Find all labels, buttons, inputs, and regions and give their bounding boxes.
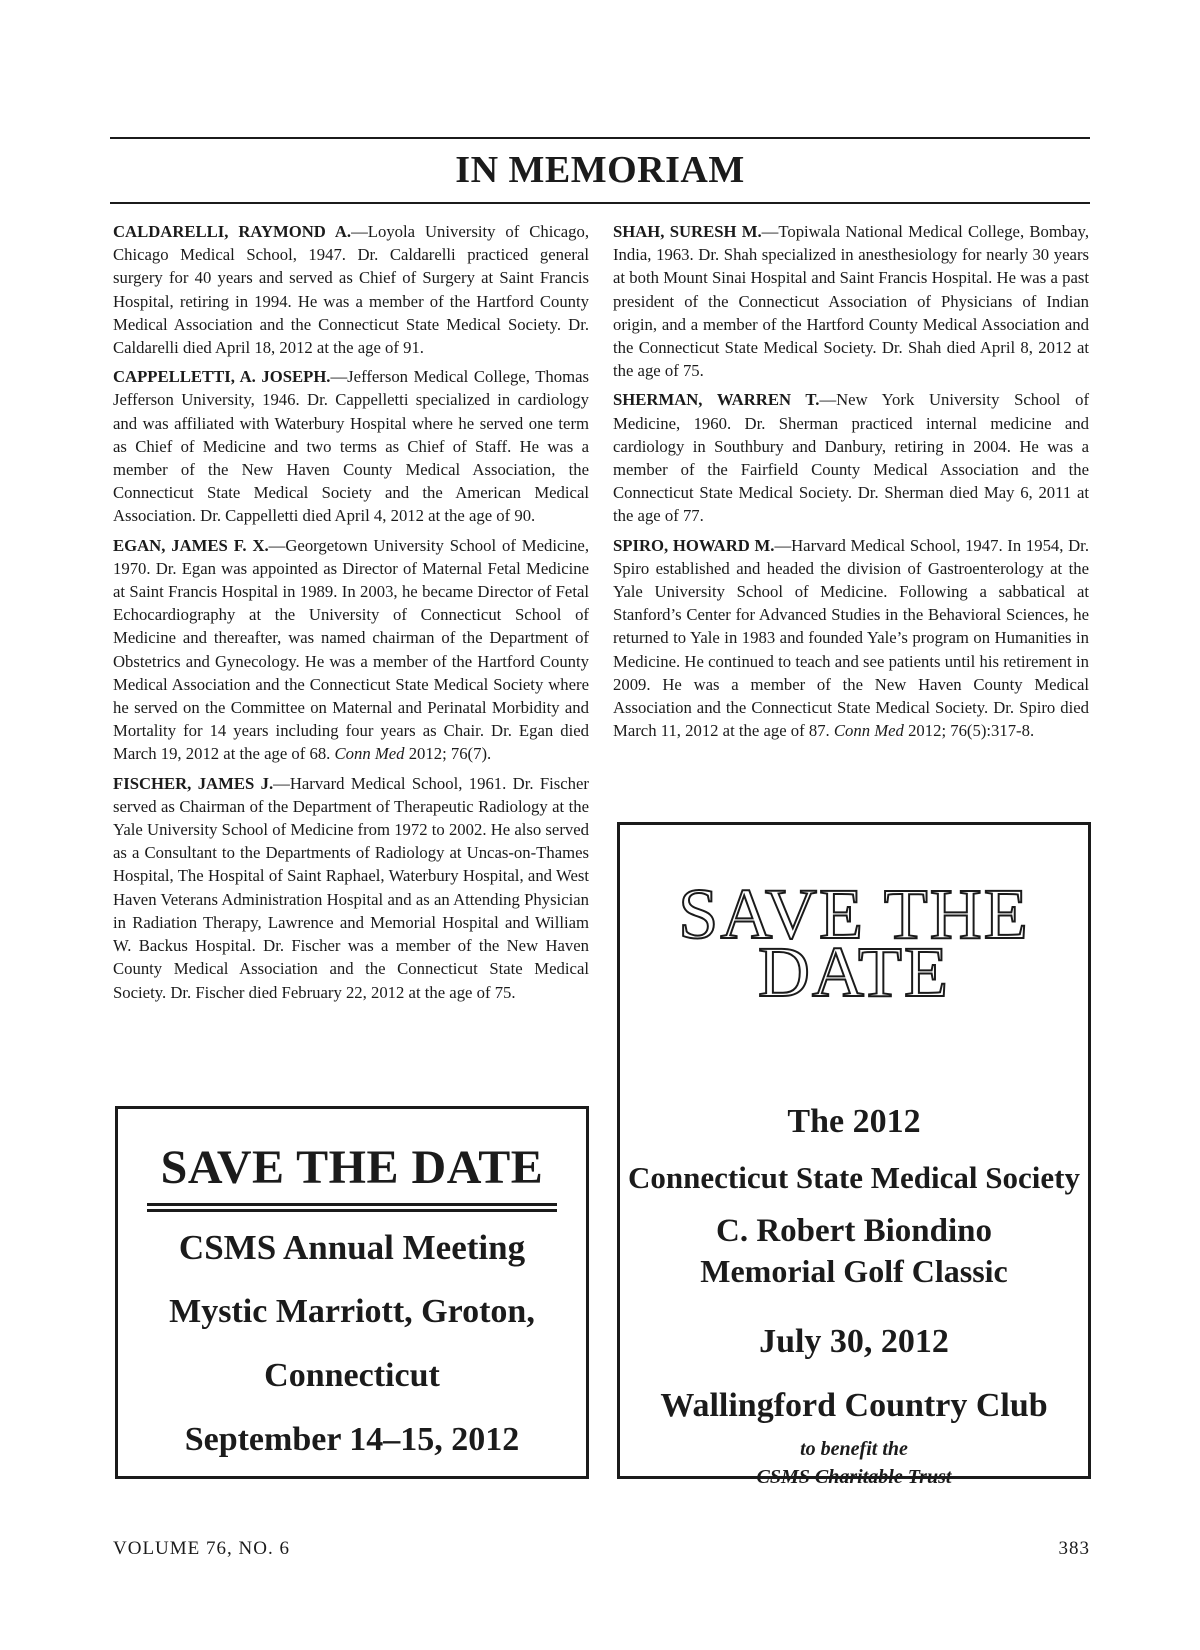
ad-honoree: C. Robert Biondino xyxy=(716,1213,992,1249)
obituary-shah xyxy=(613,220,1089,382)
page-title: IN MEMORIAM xyxy=(455,149,745,191)
ad-title: SAVE THE DATE xyxy=(160,1141,544,1194)
obituary-cappelletti xyxy=(113,365,589,527)
obituary-column-left xyxy=(113,220,589,1010)
obituary-text: —Jefferson Medical College, Thomas Jefferson University, 1946. Dr. Cappelletti specialized in cardiology and was affiliated with Waterbury Hospital where he served one term as Chief of Medicine and two terms as Chief of Staff. He was a member of the New Haven County Medical Association, the Connecticut State Medical Society and the American Medical Association. Dr. Cappelletti died April 4, 2012 at the age of 90. xyxy=(113,367,589,526)
obituary-name: CALDARELLI, RAYMOND A. xyxy=(113,222,352,241)
obituary-egan xyxy=(113,534,589,766)
journal-citation: Conn Med xyxy=(334,744,405,764)
ad-venue: Wallingford Country Club xyxy=(660,1387,1048,1424)
ad-date: September 14–15, 2012 xyxy=(184,1421,520,1458)
obituary-text: —Topiwala National Medical College, Bombay, India, 1963. Dr. Shah specialized in anesthesiology for nearly 30 years at both Mount Sinai Hospital and Saint Francis Hospital. He was a past president of the Connecticut Association of Physicians of Indian origin, and a member of the Hartford County Medical Association and the Connecticut State Medical Society. Dr. Shah died April 8, 2012 at the age of 75. xyxy=(613,222,1089,381)
ad-title-rule xyxy=(147,1209,557,1212)
obituary-caldarelli xyxy=(113,220,589,359)
ad-title-rule xyxy=(147,1203,557,1206)
ad-event-name: CSMS Annual Meeting xyxy=(178,1228,526,1267)
citation-tail: 2012; 76(7). xyxy=(404,744,492,764)
obituary-text: —Georgetown University School of Medicine, 1970. Dr. Egan was appointed as Director of Maternal Fetal Medicine at Saint Francis Hospital in 1989. In 2003, he became Director of Fetal Echocardiography at the University of Connecticut School of Medicine and thereafter, was named chairman of the Department of Obstetrics and Gynecology. He was a member of the Hartford County Medical Association and the Connecticut State Medical Society where he served on the Committee on Maternal and Perinatal Morbidity and Mortality for 14 years including four years as Chair. Dr. Egan died March 19, 2012 at the age of 68. xyxy=(113,535,589,764)
top-rule xyxy=(110,137,1090,139)
obituary-text: —Harvard Medical School, 1961. Dr. Fischer served as Chairman of the Department of Therapeutic Radiology at the Yale University School of Medicine from 1972 to 2002. He also served as a Consultant to the Departments of Radiology at Uncas-on-Thames Hospital, The Hospital of Saint Raphael, Waterbury Hospital, and West Haven Veterans Administration Hospital and as an Attending Physician in Radiation Therapy, Lawrence and Memorial Hospital and William W. Backus Hospital. Dr. Fischer was a member of the New Haven County Medical Association and the Connecticut State Medical Society. Dr. Fischer died February 22, 2012 at the age of 75. xyxy=(113,773,589,1002)
ad-year: The 2012 xyxy=(787,1103,921,1140)
annual-meeting-ad xyxy=(115,1106,589,1479)
page-number: 383 xyxy=(1058,1538,1090,1559)
obituary-text: —New York University School of Medicine, 1960. Dr. Sherman practiced internal medicine and cardiology in Southbury and Danbury, retiring in 2004. He was a member of the Fairfield County Medical Association and the Connecticut State Medical Society. Dr. Sherman died May 6, 2011 at the age of 77. xyxy=(613,390,1089,526)
obituary-spiro xyxy=(613,534,1089,743)
logo-line: DATE xyxy=(758,932,950,1012)
obituary-name: SHERMAN, WARREN T. xyxy=(613,390,820,410)
ad-beneficiary: CSMS Charitable Trust xyxy=(756,1466,952,1488)
obituary-column-right xyxy=(613,220,1089,748)
obituary-text: —Harvard Medical School, 1947. In 1954, Dr. Spiro established and headed the division of Gastroenterology at the Yale University School of Medicine. Following a sabbatical at Stanford’s Center for Advanced Studies in the Behavioral Sciences, he returned to Yale in 1983 and founded Yale’s program on Humanities in Medicine. He continued to teach and see patients until his retirement in 2009. He was a member of the New Haven County Medical Association and the Connecticut State Medical Society. Dr. Spiro died March 11, 2012 at the age of 87. xyxy=(613,535,1089,741)
obituary-name: FISCHER, JAMES J. xyxy=(113,773,274,793)
save-the-date-logo xyxy=(654,874,1054,1012)
obituary-name: SPIRO, HOWARD M. xyxy=(613,535,775,555)
title-underline xyxy=(110,202,1090,204)
logo-line: SAVE THE xyxy=(678,874,1030,954)
ad-event-name: Memorial Golf Classic xyxy=(700,1253,1008,1289)
obituary-name: CAPPELLETTI, A. JOSEPH. xyxy=(113,367,331,387)
obituary-name: EGAN, JAMES F. X. xyxy=(113,535,269,555)
ad-state: Connecticut xyxy=(264,1357,440,1394)
citation-tail: 2012; 76(5):317-8. xyxy=(903,721,1035,741)
obituary-name: SHAH, SURESH M. xyxy=(613,222,762,241)
obituary-text: —Loyola University of Chicago, Chicago Medical School, 1947. Dr. Caldarelli practiced general surgery for 40 years and served as Chief of Surgery at Saint Francis Hospital, retiring in 1994. He was a member of the Hartford County Medical Association and the Connecticut State Medical Society. Dr. Caldarelli died April 18, 2012 at the age of 91. xyxy=(113,222,590,358)
obituary-fischer xyxy=(113,772,589,1004)
ad-society: Connecticut State Medical Society xyxy=(628,1160,1080,1195)
obituary-sherman xyxy=(613,388,1089,527)
ad-benefit-line: to benefit the xyxy=(800,1438,908,1460)
ad-venue: Mystic Marriott, Groton, xyxy=(169,1293,535,1330)
golf-classic-ad xyxy=(617,822,1091,1488)
journal-volume: VOLUME 76, NO. 6 xyxy=(113,1538,290,1559)
ad-date: July 30, 2012 xyxy=(759,1323,949,1360)
journal-citation: Conn Med xyxy=(833,721,904,741)
